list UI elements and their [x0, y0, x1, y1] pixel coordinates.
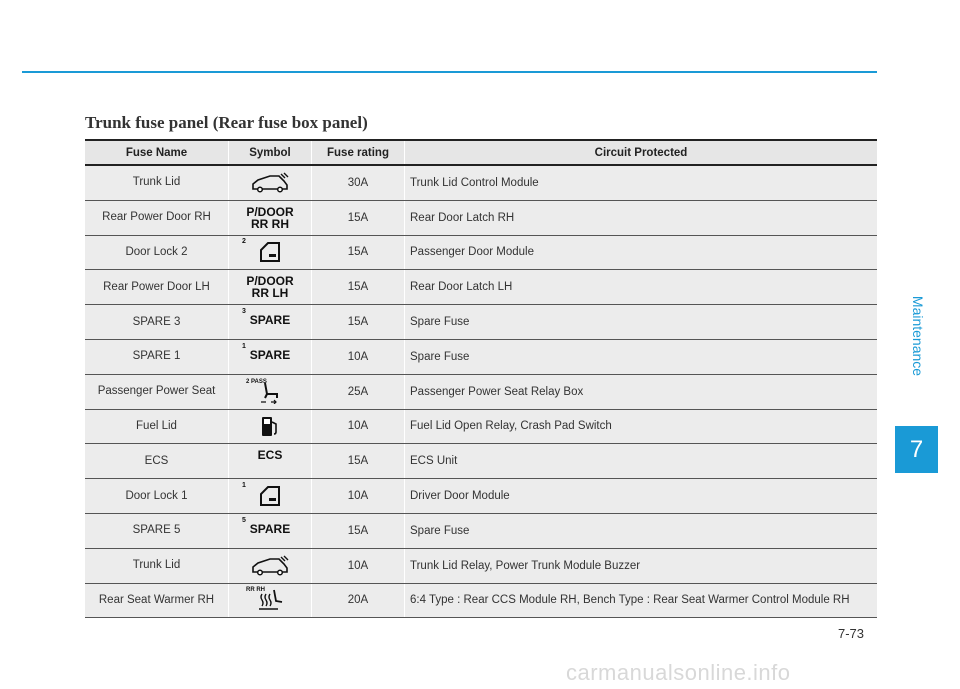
fuse-name: Rear Power Door LH [85, 270, 229, 305]
symbol-superscript: 3 [242, 308, 246, 316]
circuit-protected: Rear Door Latch LH [405, 270, 878, 305]
fuse-symbol [229, 165, 312, 200]
column-header-fuse-rating: Fuse rating [312, 140, 405, 165]
fuse-rating: 10A [312, 548, 405, 583]
circuit-protected: Driver Door Module [405, 479, 878, 514]
fuse-rating: 15A [312, 270, 405, 305]
symbol-box [240, 482, 300, 510]
symbol-text: SPARE [249, 521, 291, 536]
fuse-rating: 10A [312, 339, 405, 374]
symbol-box [240, 204, 300, 232]
symbol-superscript: 5 [242, 516, 246, 524]
fuse-name: SPARE 5 [85, 513, 229, 548]
circuit-protected: Spare Fuse [405, 305, 878, 340]
symbol-box [240, 552, 300, 580]
fuse-rating: 30A [312, 165, 405, 200]
circuit-protected: Fuel Lid Open Relay, Crash Pad Switch [405, 409, 878, 444]
circuit-protected: Trunk Lid Control Module [405, 165, 878, 200]
fuse-rating: 15A [312, 235, 405, 270]
fuse-symbol [229, 444, 312, 479]
table-row [85, 200, 877, 235]
fuse-symbol [229, 583, 312, 618]
symbol-box [240, 378, 300, 406]
fuse-name: Trunk Lid [85, 165, 229, 200]
symbol-box [240, 308, 300, 336]
symbol-text: SPARE [249, 347, 291, 362]
fuse-name: Trunk Lid [85, 548, 229, 583]
table-row [85, 305, 877, 340]
table-row [85, 409, 877, 444]
table-row [85, 479, 877, 514]
circuit-protected: Passenger Power Seat Relay Box [405, 374, 878, 409]
symbol-superscript: 1 [242, 342, 246, 350]
circuit-protected: Passenger Door Module [405, 235, 878, 270]
fuse-symbol [229, 235, 312, 270]
symbol-box [240, 412, 300, 440]
top-rule [22, 71, 877, 73]
symbol-box [240, 586, 300, 614]
table-row [85, 513, 877, 548]
chapter-number: 7 [895, 426, 938, 473]
table-row [85, 235, 877, 270]
fuse-name: Door Lock 2 [85, 235, 229, 270]
fuse-rating: 15A [312, 305, 405, 340]
fuse-rating: 15A [312, 444, 405, 479]
fuse-name: Rear Power Door RH [85, 200, 229, 235]
column-header-fuse-name: Fuse Name [85, 140, 229, 165]
column-header-circuit-protected: Circuit Protected [405, 140, 878, 165]
symbol-box [240, 238, 300, 266]
fuse-name: SPARE 1 [85, 339, 229, 374]
symbol-superscript: 1 [242, 482, 246, 490]
fuse-rating: 20A [312, 583, 405, 618]
symbol-box [240, 343, 300, 371]
page-number: 7-73 [838, 626, 865, 641]
fuse-symbol [229, 270, 312, 305]
fuse-table [85, 139, 877, 618]
symbol-box [240, 273, 300, 301]
fuse-symbol [229, 305, 312, 340]
symbol-box [240, 169, 300, 197]
table-row [85, 374, 877, 409]
fuse-symbol [229, 200, 312, 235]
table-row [85, 444, 877, 479]
circuit-protected: ECS Unit [405, 444, 878, 479]
table-row [85, 270, 877, 305]
fuse-name: Fuel Lid [85, 409, 229, 444]
fuse-rating: 10A [312, 479, 405, 514]
table-row [85, 339, 877, 374]
fuse-name: Passenger Power Seat [85, 374, 229, 409]
fuse-rating: 10A [312, 409, 405, 444]
circuit-protected: Spare Fuse [405, 513, 878, 548]
circuit-protected: Rear Door Latch RH [405, 200, 878, 235]
fuse-name: Door Lock 1 [85, 479, 229, 514]
table-row [85, 548, 877, 583]
symbol-text: P/DOOR RR LH [246, 274, 294, 301]
section-title: Trunk fuse panel (Rear fuse box panel) [85, 113, 368, 132]
fuse-symbol [229, 339, 312, 374]
column-header-symbol: Symbol [229, 140, 312, 165]
circuit-protected: 6:4 Type : Rear CCS Module RH, Bench Type : Rear Seat Warmer Control Module RH [405, 583, 878, 618]
circuit-protected: Trunk Lid Relay, Power Trunk Module Buzzer [405, 548, 878, 583]
symbol-box [240, 447, 300, 475]
side-label-text: Maintenance [910, 295, 926, 377]
fuse-symbol [229, 374, 312, 409]
fuse-symbol [229, 513, 312, 548]
fuse-name: SPARE 3 [85, 305, 229, 340]
fuse-rating: 15A [312, 200, 405, 235]
fuse-symbol [229, 548, 312, 583]
fuse-symbol [229, 479, 312, 514]
fuse-name: Rear Seat Warmer RH [85, 583, 229, 618]
fuse-symbol [229, 409, 312, 444]
symbol-text: P/DOOR RR RH [246, 204, 294, 231]
circuit-protected: Spare Fuse [405, 339, 878, 374]
symbol-box [240, 517, 300, 545]
symbol-superscript: RR RH [246, 587, 265, 594]
watermark: carmanualsonline.info [566, 660, 791, 685]
symbol-text: ECS [257, 448, 283, 463]
symbol-superscript: 2 [242, 238, 246, 246]
fuse-rating: 15A [312, 513, 405, 548]
table-row [85, 583, 877, 618]
fuse-name: ECS [85, 444, 229, 479]
side-label [893, 256, 943, 416]
symbol-superscript: 2 PASS [246, 378, 267, 385]
table-body [85, 165, 877, 618]
fuse-rating: 25A [312, 374, 405, 409]
table-header-row [85, 140, 877, 165]
table-row [85, 165, 877, 200]
symbol-text: SPARE [249, 313, 291, 328]
